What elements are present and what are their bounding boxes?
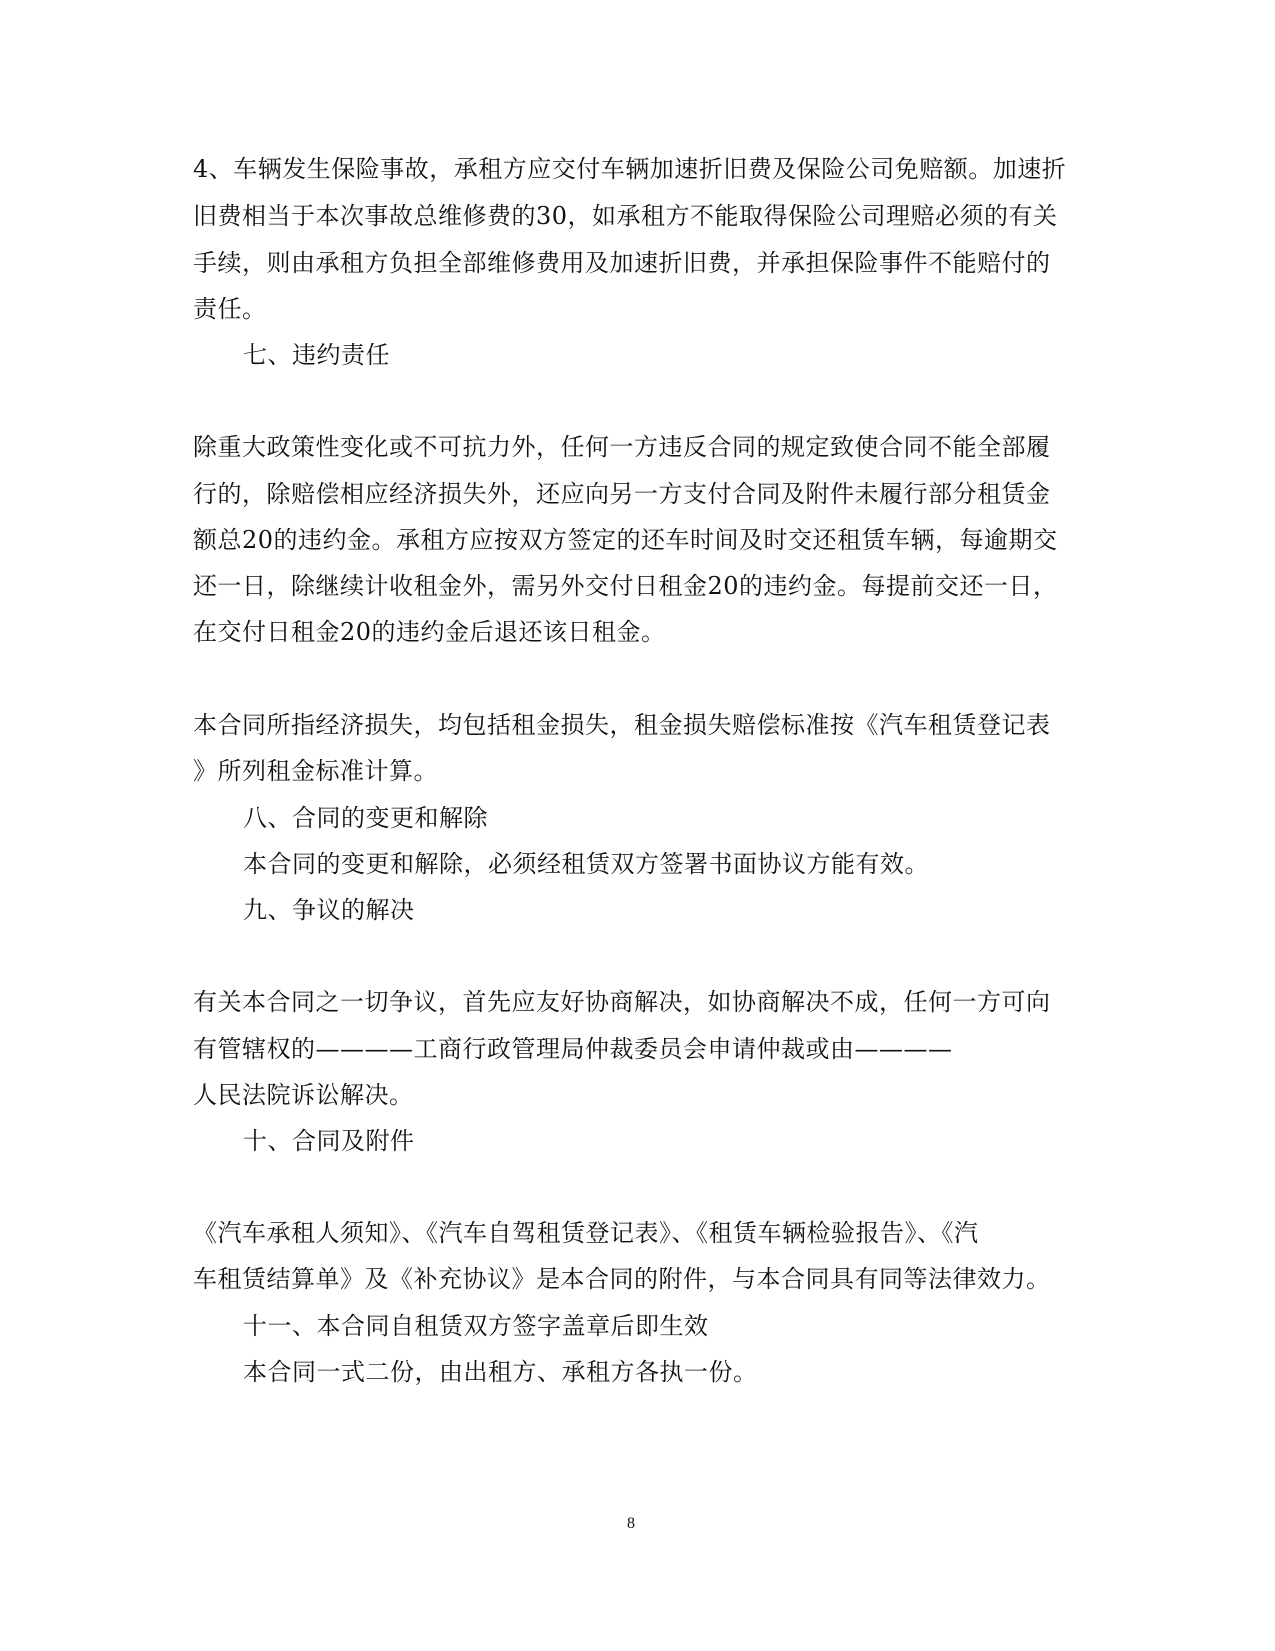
section-heading: 九、争议的解决 xyxy=(243,896,415,924)
paragraph-line: 在交付日租金20的违约金后退还该日租金。 xyxy=(193,618,666,646)
paragraph-line: 有管辖权的————工商行政管理局仲裁委员会申请仲裁或由———— xyxy=(193,1035,953,1063)
paragraph-line: 本合同所指经济损失，均包括租金损失，租金损失赔偿标准按《汽车租赁登记表 xyxy=(193,711,1051,739)
paragraph-line: 手续，则由承租方负担全部维修费用及加速折旧费，并承担保险事件不能赔付的 xyxy=(193,249,1051,277)
paragraph-line: 本合同一式二份，由出租方、承租方各执一份。 xyxy=(243,1358,758,1386)
paragraph-line: 4、车辆发生保险事故，承租方应交付车辆加速折旧费及保险公司免赔额。加速折 xyxy=(193,155,1067,183)
paragraph-line: 行的，除赔偿相应经济损失外，还应向另一方支付合同及附件未履行部分租赁金 xyxy=(193,480,1051,508)
paragraph-line: 责任。 xyxy=(193,295,267,323)
paragraph-line: 车租赁结算单》及《补充协议》是本合同的附件，与本合同具有同等法律效力。 xyxy=(193,1265,1051,1293)
paragraph-line: 旧费相当于本次事故总维修费的30，如承租方不能取得保险公司理赔必须的有关 xyxy=(193,202,1058,230)
page-number: 8 xyxy=(627,1515,635,1532)
paragraph-line: 还一日，除继续计收租金外，需另外交付日租金20的违约金。每提前交还一日， xyxy=(193,572,1058,600)
section-heading: 七、违约责任 xyxy=(243,341,390,369)
paragraph-line: 《汽车承租人须知》、《汽车自驾租赁登记表》、《租赁车辆检验报告》、《汽 xyxy=(193,1219,979,1247)
paragraph-line: 额总20的违约金。承租方应按双方签定的还车时间及时交还租赁车辆，每逾期交 xyxy=(193,526,1058,554)
section-heading: 八、合同的变更和解除 xyxy=(243,804,488,832)
paragraph-line: 》所列租金标准计算。 xyxy=(193,757,438,785)
paragraph-line: 有关本合同之一切争议，首先应友好协商解决，如协商解决不成，任何一方可向 xyxy=(193,988,1051,1016)
paragraph-line: 本合同的变更和解除，必须经租赁双方签署书面协议方能有效。 xyxy=(243,850,929,878)
section-heading: 十一、本合同自租赁双方签字盖章后即生效 xyxy=(243,1312,709,1340)
section-heading: 十、合同及附件 xyxy=(243,1127,415,1155)
paragraph-line: 人民法院诉讼解决。 xyxy=(193,1081,414,1109)
paragraph-line: 除重大政策性变化或不可抗力外，任何一方违反合同的规定致使合同不能全部履 xyxy=(193,433,1051,461)
